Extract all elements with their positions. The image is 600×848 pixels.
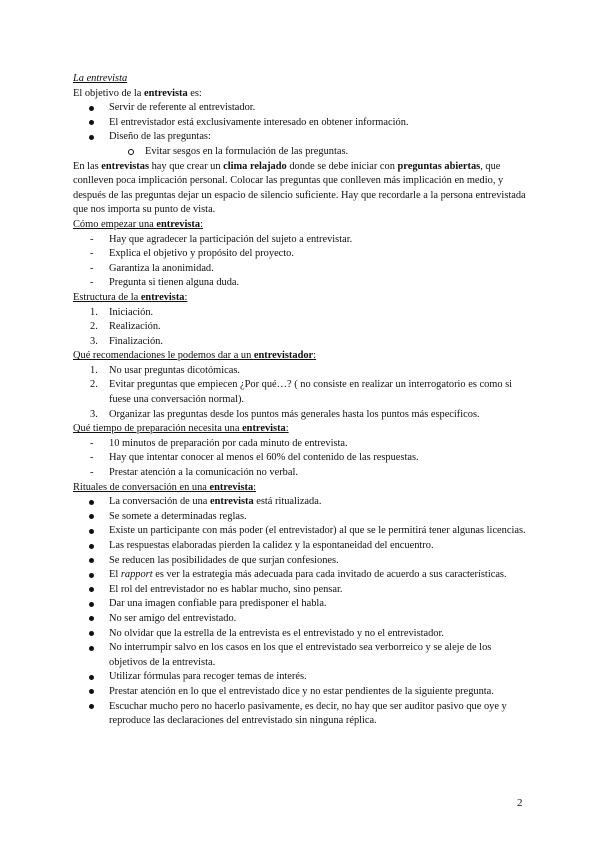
tiempo-list (73, 437, 528, 481)
bullet-icon (89, 558, 94, 563)
list-item: No ser amigo del entrevistado. (73, 612, 528, 627)
rituales-heading: Rituales de conversación en una entrevista: (73, 481, 257, 493)
list-item: El entrevistador está exclusivamente interesado en obtener información. (73, 116, 528, 131)
list-item: - Hay que agradecer la participación del sujeto a entrevistar. (90, 233, 353, 245)
list-item: No interrumpir salvo en los casos en los que el entrevistado sea verborreico y se aleje de los objetivos de la entrevista. (73, 641, 528, 670)
list-item: Existe un participante con más poder (el entrevistador) al que se le permitirá tener algunas licencias. (73, 524, 528, 539)
list-item: Utilizar fórmulas para recoger temas de interés. (73, 670, 528, 685)
bullet-icon (89, 646, 94, 651)
circle-bullet-icon (128, 149, 134, 155)
objetivo-sublist (73, 145, 528, 160)
list-item: Se somete a determinadas reglas. (73, 510, 528, 525)
list-item: Escuchar mucho pero no hacerlo pasivamente, es decir, no hay que ser auditor pasivo que oye y reproduce las declaraciones del entrevistado sin ninguna réplica. (73, 700, 528, 729)
list-item: - Prestar atención a la comunicación no verbal. (90, 467, 298, 479)
list-item: Prestar atención en lo que el entrevistado dice y no estar pendientes de la siguiente pregunta. (73, 685, 528, 700)
list-item: 3. Organizar las preguntas desde los puntos más generales hasta los puntos más específicos. (90, 408, 480, 420)
list-item: Las respuestas elaboradas pierden la calidez y la espontaneidad del encuentro. (73, 539, 528, 554)
tiempo-heading: Qué tiempo de preparación necesita una entrevista: (73, 423, 289, 435)
objetivo-list (73, 101, 528, 145)
bullet-icon (89, 704, 94, 709)
list-item: El rapport es ver la estrategia más adecuada para cada invitado de acuerdo a sus características. (73, 568, 528, 583)
bullet-icon (89, 631, 94, 636)
page-title: La entrevista (73, 73, 128, 84)
recomendaciones-list (73, 364, 528, 422)
list-item: Evitar sesgos en la formulación de las preguntas. (73, 145, 528, 160)
bullet-icon (89, 573, 94, 578)
list-item: 1. No usar preguntas dicotómicas. (90, 364, 241, 376)
bullet-icon (89, 514, 94, 519)
list-item: Dar una imagen confiable para predisponer el habla. (73, 597, 528, 612)
list-item: No olvidar que la estrella de la entrevista es el entrevistado y no el entrevistador. (73, 627, 528, 642)
bullet-icon (89, 135, 94, 140)
bullet-icon (89, 106, 94, 111)
bullet-icon (89, 602, 94, 607)
list-item: - Pregunta si tienen alguna duda. (90, 277, 240, 289)
list-item: - Garantiza la anonimidad. (90, 262, 214, 274)
empezar-list (73, 233, 528, 291)
list-item: 2. Realización. (90, 321, 161, 333)
rituales-list (73, 495, 528, 729)
list-item: - Hay que intentar conocer al menos el 60% del contenido de las respuestas. (90, 452, 419, 464)
list-item: Servir de referente al entrevistador. (73, 101, 528, 116)
bullet-icon (89, 675, 94, 680)
list-item: 2. Evitar preguntas que empiecen ¿Por qué…? ( no consiste en realizar un interrogatorio es como si fuese una conversación normal). (90, 379, 513, 406)
bullet-icon (89, 587, 94, 592)
document-page (73, 72, 528, 729)
page-number: 2 (517, 797, 523, 809)
estructura-heading: Estructura de la entrevista: (73, 291, 188, 303)
objetivo-intro: El objetivo de la entrevista es: (73, 87, 202, 99)
list-item: Diseño de las preguntas: (73, 130, 528, 145)
recomendaciones-heading: Qué recomendaciones le podemos dar a un entrevistador: (73, 350, 317, 362)
list-item: 1. Iniciación. (90, 306, 154, 318)
list-item: - Explica el objetivo y propósito del proyecto. (90, 248, 294, 260)
bullet-icon (89, 120, 94, 125)
bullet-icon (89, 616, 94, 621)
empezar-heading: Cómo empezar una entrevista: (73, 218, 203, 230)
bullet-icon (89, 500, 94, 505)
clima-paragraph: En las entrevistas hay que crear un clima relajado donde se debe iniciar con preguntas abiertas, que conlleven poca implicación personal. Colocar las preguntas que conlleven más implicación en medio, y después de las preguntas dejar un espacio de silencio suficiente. Hay que recordarle a la persona entrevistada que nos importa su punto de vista. (73, 160, 526, 216)
list-item: Se reducen las posibilidades de que surjan confesiones. (73, 554, 528, 569)
estructura-list (73, 306, 528, 350)
bullet-icon (89, 529, 94, 534)
bullet-icon (89, 544, 94, 549)
list-item: El rol del entrevistador no es hablar mucho, sino pensar. (73, 583, 528, 598)
list-item: 3. Finalización. (90, 335, 163, 347)
bullet-icon (89, 689, 94, 694)
list-item: La conversación de una entrevista está ritualizada. (73, 495, 528, 510)
list-item: - 10 minutos de preparación por cada minuto de entrevista. (90, 437, 348, 449)
